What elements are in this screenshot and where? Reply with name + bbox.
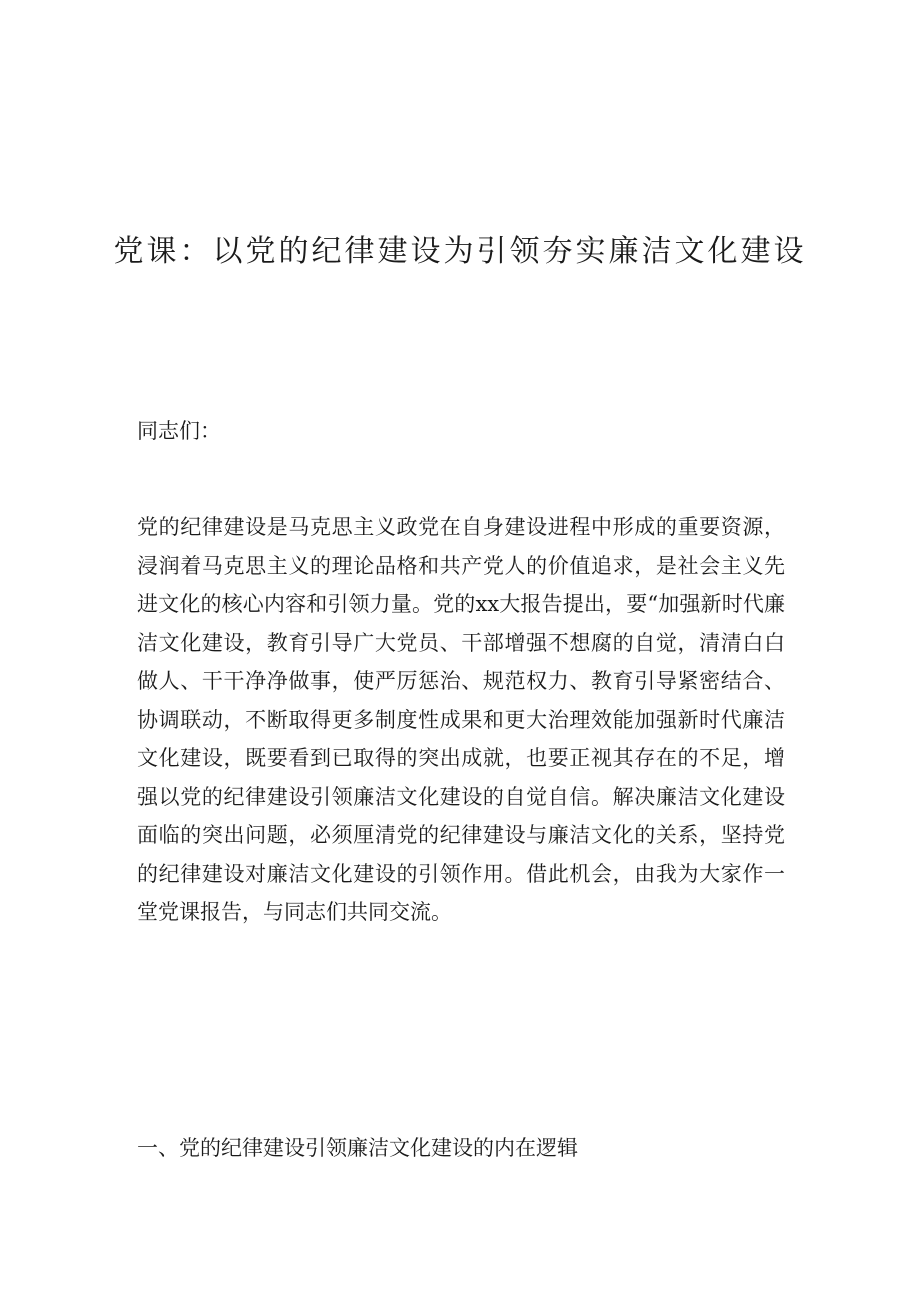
body-paragraph: 党的纪律建设是马克思主义政党在自身建设进程中形成的重要资源，浸润着马克思主义的理论品格和共产党人的价值追求，是社会主义先进文化的核心内容和引领力量。党的xx大报告提出，要“加强新时代廉洁文化建设，教育引导广大党员、干部增强不想腐的自觉，清清白白做人、干干净净做事，使严厉惩治、规范权力、教育引导紧密结合、协调联动，不断取得更多制度性成果和更大治理效能加强新时代廉洁文化建设，既要看到已取得的突出成就，也要正视其存在的不足，增强以党的纪律建设引领廉洁文化建设的自觉自信。解决廉洁文化建设面临的突出问题，必须厘清党的纪律建设与廉洁文化的关系，坚持党的纪律建设对廉洁文化建设的引领作用。借此机会，由我为大家作一堂党课报告，与同志们共同交流。 — [137, 515, 785, 924]
document-title: 党课：以党的纪律建设为引领夯实廉洁文化建设 — [113, 234, 807, 269]
section-heading: 一、党的纪律建设引领廉洁文化建设的内在逻辑 — [137, 1136, 578, 1160]
salutation: 同志们： — [137, 419, 221, 443]
